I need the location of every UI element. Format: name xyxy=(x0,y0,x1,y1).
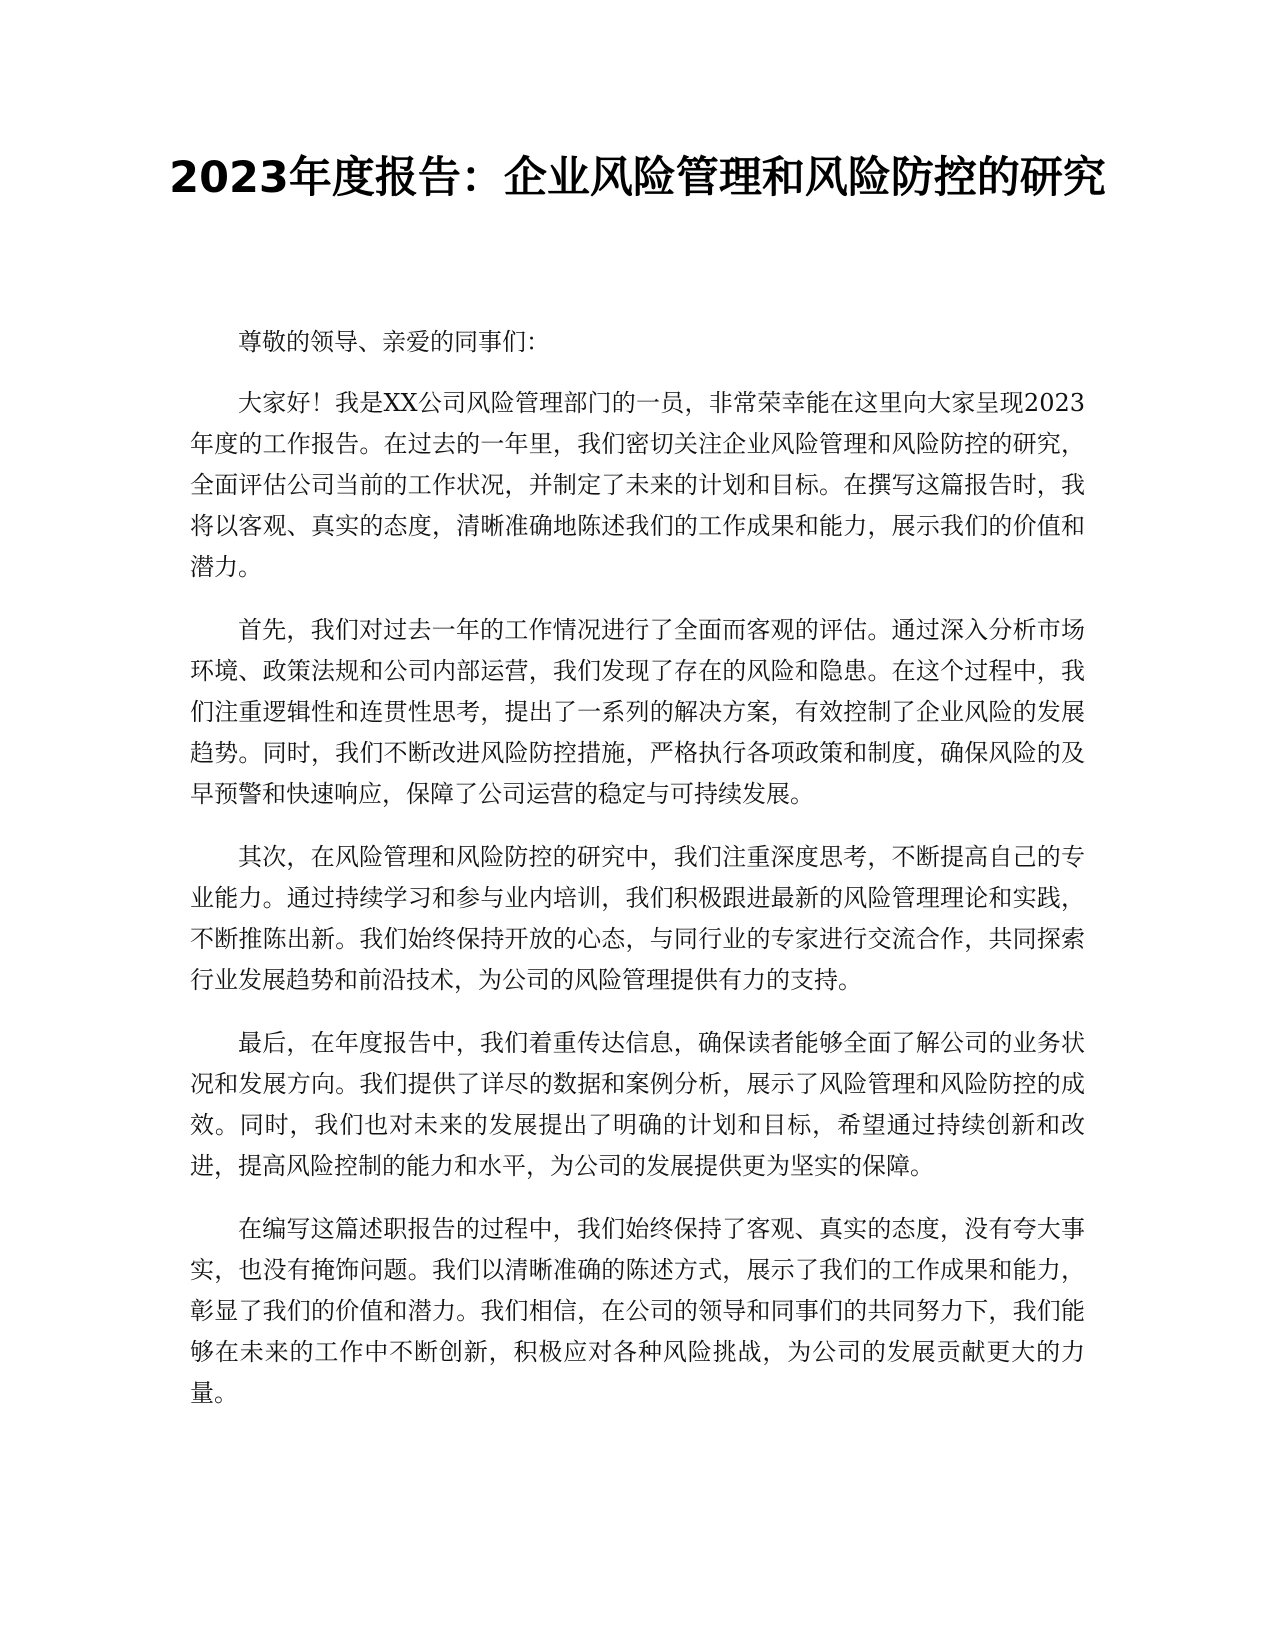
document-body xyxy=(190,322,1085,1436)
paragraph-second: 其次，在风险管理和风险防控的研究中，我们注重深度思考，不断提高自己的专业能力。通过持续学习和参与业内培训，我们积极跟进最新的风险管理理论和实践，不断推陈出新。我们始终保持开放的心态，与同行业的专家进行交流合作，共同探索行业发展趋势和前沿技术，为公司的风险管理提供有力的支持。 xyxy=(190,843,1085,994)
greeting: 尊敬的领导、亲爱的同事们： xyxy=(238,328,550,356)
paragraph-intro: 大家好！我是XX公司风险管理部门的一员，非常荣幸能在这里向大家呈现2023年度的工作报告。在过去的一年里，我们密切关注企业风险管理和风险防控的研究，全面评估公司当前的工作状况，并制定了未来的计划和目标。在撰写这篇报告时，我将以客观、真实的态度，清晰准确地陈述我们的工作成果和能力，展示我们的价值和潜力。 xyxy=(190,389,1085,581)
document-title: 2023年度报告：企业风险管理和风险防控的研究 xyxy=(169,153,1106,203)
paragraph-last: 最后，在年度报告中，我们着重传达信息，确保读者能够全面了解公司的业务状况和发展方向。我们提供了详尽的数据和案例分析，展示了风险管理和风险防控的成效。同时，我们也对未来的发展提出了明确的计划和目标，希望通过持续创新和改进，提高风险控制的能力和水平，为公司的发展提供更为坚实的保障。 xyxy=(190,1029,1085,1180)
paragraph-first: 首先，我们对过去一年的工作情况进行了全面而客观的评估。通过深入分析市场环境、政策法规和公司内部运营，我们发现了存在的风险和隐患。在这个过程中，我们注重逻辑性和连贯性思考，提出了一系列的解决方案，有效控制了企业风险的发展趋势。同时，我们不断改进风险防控措施，严格执行各项政策和制度，确保风险的及早预警和快速响应，保障了公司运营的稳定与可持续发展。 xyxy=(190,616,1085,808)
paragraph-closing: 在编写这篇述职报告的过程中，我们始终保持了客观、真实的态度，没有夸大事实，也没有掩饰问题。我们以清晰准确的陈述方式，展示了我们的工作成果和能力，彰显了我们的价值和潜力。我们相信，在公司的领导和同事们的共同努力下，我们能够在未来的工作中不断创新，积极应对各种风险挑战，为公司的发展贡献更大的力量。 xyxy=(190,1215,1085,1407)
